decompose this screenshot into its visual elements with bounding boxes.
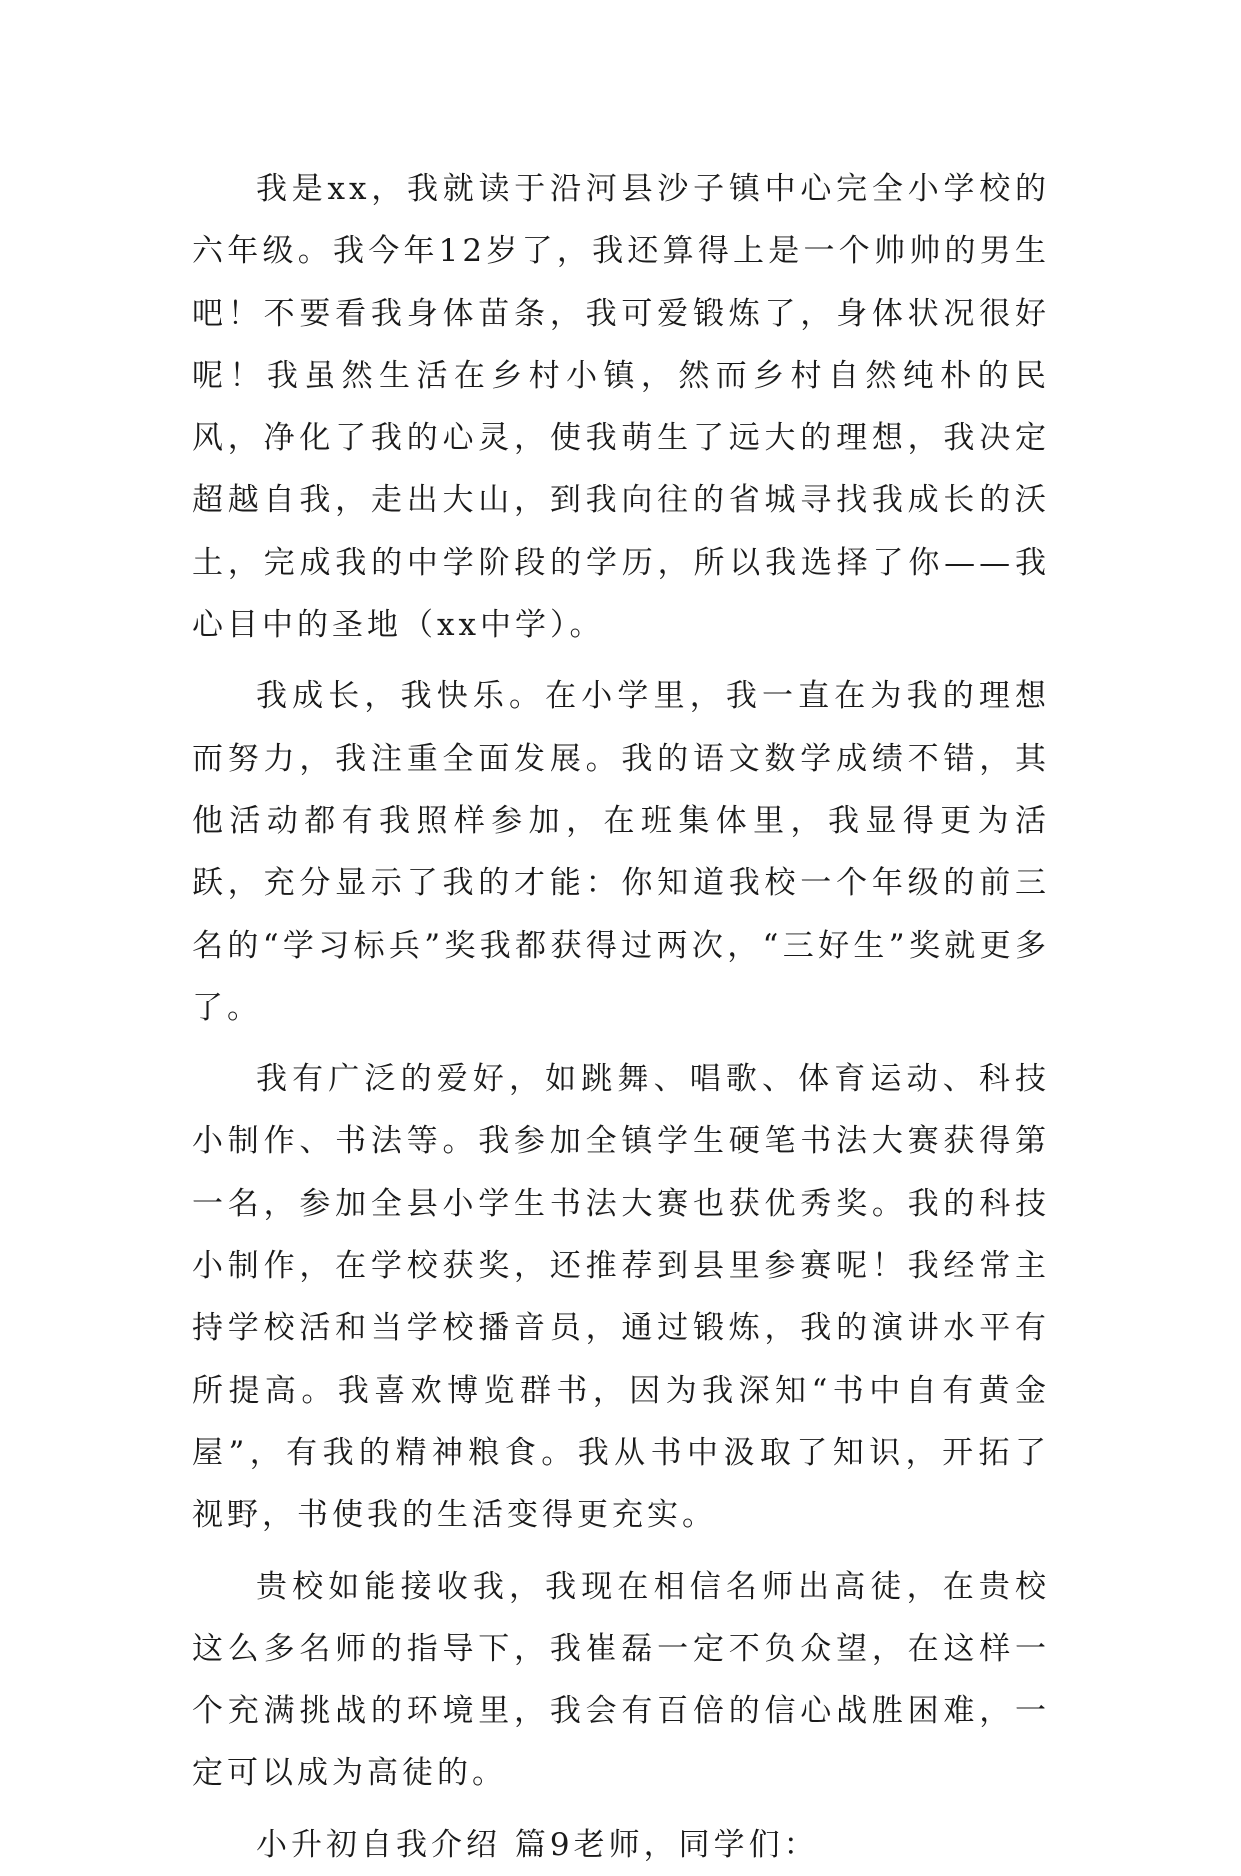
paragraph-closing: 贵校如能接收我，我现在相信名师出高徒，在贵校这么多名师的指导下，我崔磊一定不负众望，在这样一个充满挑战的环境里，我会有百倍的信心战胜困难，一定可以成为高徒的。: [192, 1568, 1050, 1792]
paragraph-growth: 我成长，我快乐。在小学里，我一直在为我的理想而努力，我注重全面发展。我的语文数学成绩不错，其他活动都有我照样参加，在班集体里，我显得更为活跃，充分显示了我的才能：你知道我校一个年级的前三名的“学习标兵”奖我都获得过两次，“三好生”奖就更多了。: [192, 678, 1050, 1026]
document-body: [192, 158, 1050, 1876]
paragraph-hobbies: 我有广泛的爱好，如跳舞、唱歌、体育运动、科技小制作、书法等。我参加全镇学生硬笔书法大赛获得第一名，参加全县小学生书法大赛也获优秀奖。我的科技小制作，在学校获奖，还推荐到县里参赛呢！我经常主持学校活和当学校播音员，通过锻炼，我的演讲水平有所提高。我喜欢博览群书，因为我深知“书中自有黄金屋”，有我的精神粮食。我从书中汲取了知识，开拓了视野，书使我的生活变得更充实。: [192, 1061, 1050, 1534]
paragraph-introduction: 我是xx，我就读于沿河县沙子镇中心完全小学校的六年级。我今年12岁了，我还算得上是一个帅帅的男生吧！不要看我身体苗条，我可爱锻炼了，身体状况很好呢！我虽然生活在乡村小镇，然而乡村自然纯朴的民风，净化了我的心灵，使我萌生了远大的理想，我决定超越自我，走出大山，到我向往的省城寻找我成长的沃土，完成我的中学阶段的学历，所以我选择了你——我心目中的圣地（xx中学）。: [192, 171, 1050, 644]
paragraph-next-section-heading: 小升初自我介绍 篇9老师，同学们：: [256, 1826, 819, 1863]
